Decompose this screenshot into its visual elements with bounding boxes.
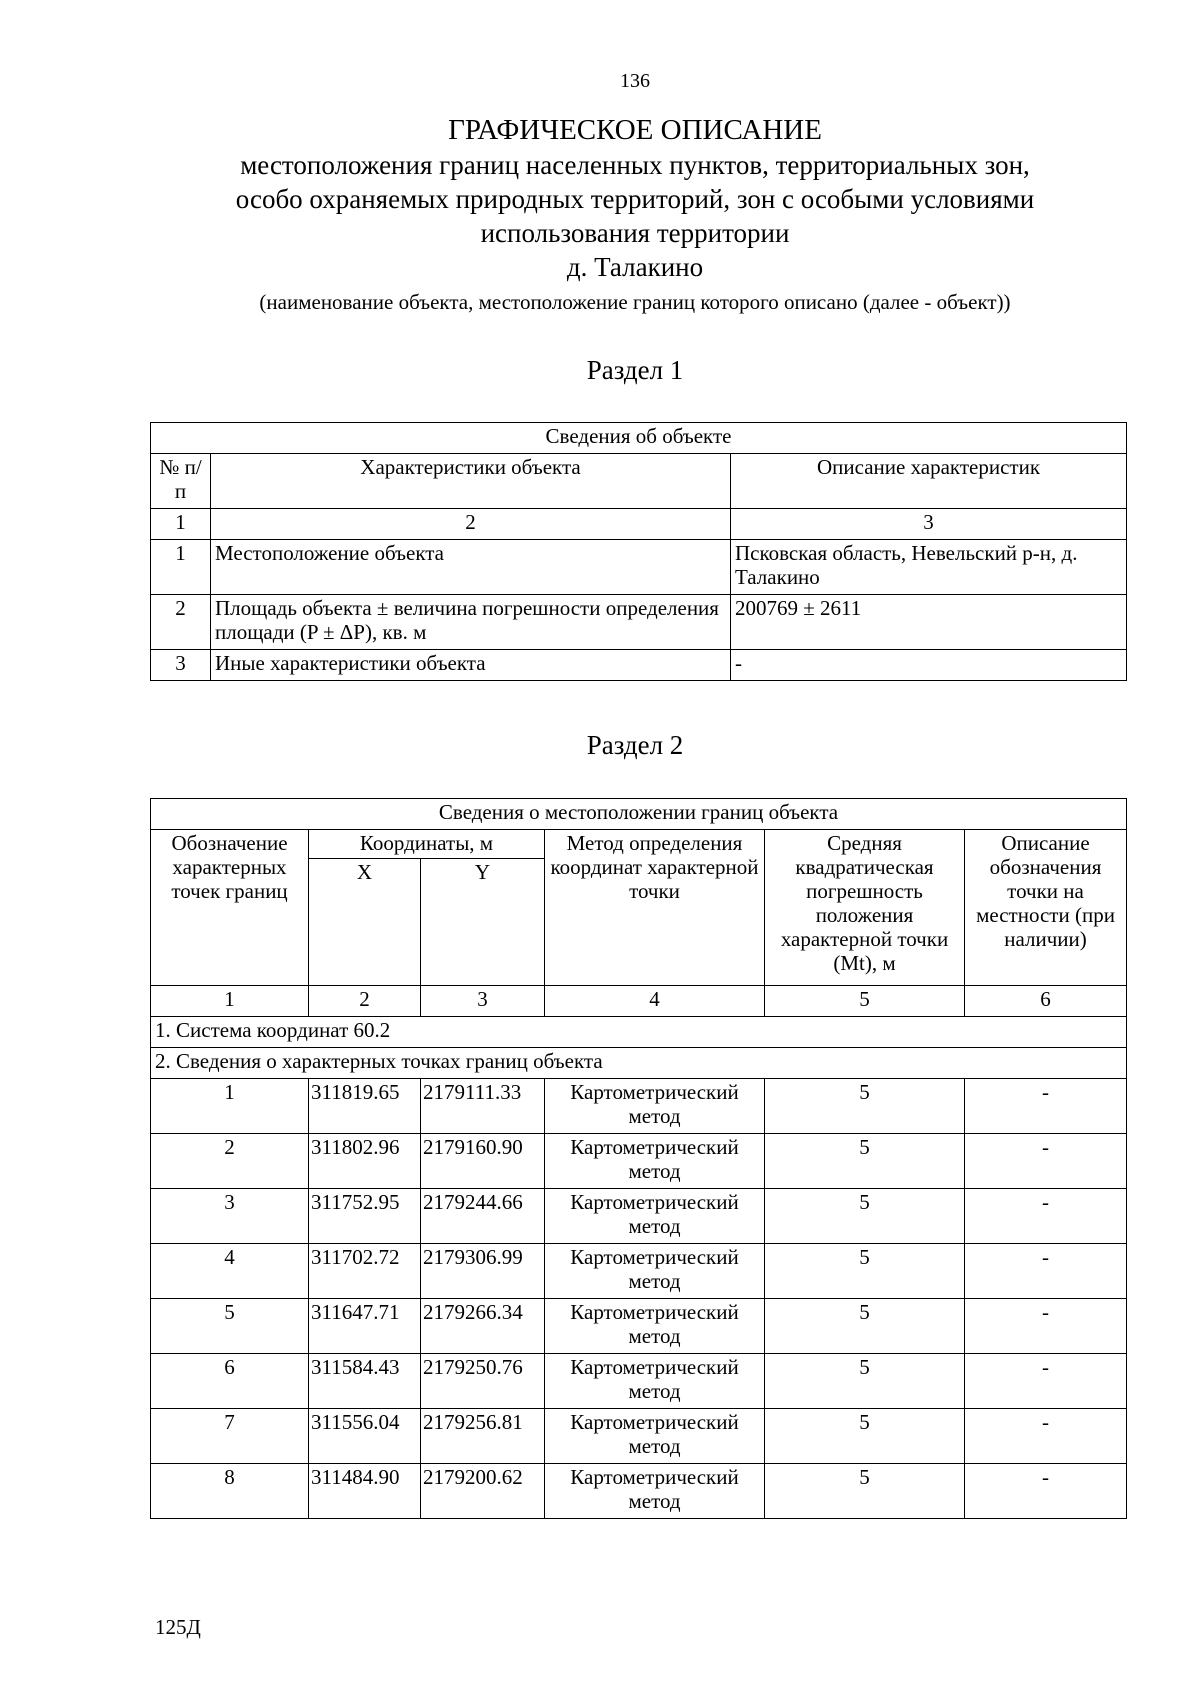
object-caption: (наименование объекта, местоположение границ которого описано (далее - объект))	[259, 290, 1011, 314]
point-x: 311802.96	[309, 1134, 421, 1189]
column-index: 2	[309, 986, 421, 1017]
column-index: 3	[421, 986, 545, 1017]
point-method: Картометрический метод	[545, 1409, 765, 1464]
point-method: Картометрический метод	[545, 1354, 765, 1409]
column-index: 2	[211, 509, 731, 540]
column-header-x: X	[309, 859, 421, 986]
table-row	[151, 1409, 1127, 1464]
object-info-caption: Сведения об объекте	[151, 423, 1127, 454]
table-row	[151, 1354, 1127, 1409]
row-number: 2	[151, 595, 211, 650]
point-id: 5	[151, 1299, 309, 1354]
point-error: 5	[765, 1464, 965, 1519]
table-row	[151, 540, 1127, 595]
point-id: 2	[151, 1134, 309, 1189]
point-error: 5	[765, 1244, 965, 1299]
point-x: 311752.95	[309, 1189, 421, 1244]
column-index: 4	[545, 986, 765, 1017]
point-x: 311647.71	[309, 1299, 421, 1354]
point-y: 2179250.76	[421, 1354, 545, 1409]
column-index: 3	[731, 509, 1127, 540]
point-description: -	[965, 1299, 1127, 1354]
boundary-table-caption: Сведения о местоположении границ объекта	[151, 799, 1127, 830]
characteristic-value: 200769 ± 2611	[731, 595, 1127, 650]
column-header-y: Y	[421, 859, 545, 986]
point-id: 4	[151, 1244, 309, 1299]
characteristic-name: Местоположение объекта	[211, 540, 731, 595]
point-x: 311702.72	[309, 1244, 421, 1299]
table-row	[151, 1464, 1127, 1519]
point-y: 2179306.99	[421, 1244, 545, 1299]
point-x: 311484.90	[309, 1464, 421, 1519]
document-subtitle-line-1: местоположения границ населенных пунктов, территориальных зон,	[240, 150, 1030, 180]
table-row	[151, 1134, 1127, 1189]
point-method: Картометрический метод	[545, 1079, 765, 1134]
coordinate-system: 1. Система координат 60.2	[151, 1017, 1127, 1048]
column-header-number: № п/п	[151, 454, 211, 509]
point-method: Картометрический метод	[545, 1244, 765, 1299]
boundary-points-table	[150, 798, 1127, 1519]
point-description: -	[965, 1134, 1127, 1189]
column-header-point-description: Описание обозначения точки на местности (при наличии)	[965, 830, 1127, 986]
document-subtitle-line-3: использования территории	[480, 218, 790, 248]
column-index: 5	[765, 986, 965, 1017]
column-index: 1	[151, 986, 309, 1017]
column-header-coordinates: Координаты, м	[309, 830, 545, 859]
point-id: 6	[151, 1354, 309, 1409]
point-y: 2179266.34	[421, 1299, 545, 1354]
point-y: 2179256.81	[421, 1409, 545, 1464]
row-number: 1	[151, 540, 211, 595]
points-caption: 2. Сведения о характерных точках границ объекта	[151, 1048, 1127, 1079]
row-number: 3	[151, 650, 211, 681]
point-error: 5	[765, 1354, 965, 1409]
point-description: -	[965, 1464, 1127, 1519]
point-y: 2179200.62	[421, 1464, 545, 1519]
point-error: 5	[765, 1409, 965, 1464]
page-number: 136	[620, 70, 650, 92]
point-id: 8	[151, 1464, 309, 1519]
characteristic-name: Площадь объекта ± величина погрешности определения площади (P ± ΔP), кв. м	[211, 595, 731, 650]
point-y: 2179244.66	[421, 1189, 545, 1244]
document-subtitle-line-2: особо охраняемых природных территорий, зон с особыми условиями	[235, 184, 1035, 214]
characteristic-value: -	[731, 650, 1127, 681]
column-index: 1	[151, 509, 211, 540]
table-row	[151, 595, 1127, 650]
point-method: Картометрический метод	[545, 1134, 765, 1189]
document-header	[150, 112, 1120, 316]
table-row	[151, 1244, 1127, 1299]
column-header-error: Средняя квадратическая погрешность положения характерной точки (Mt), м	[765, 830, 965, 986]
point-x: 311584.43	[309, 1354, 421, 1409]
point-error: 5	[765, 1134, 965, 1189]
point-x: 311556.04	[309, 1409, 421, 1464]
point-method: Картометрический метод	[545, 1189, 765, 1244]
point-id: 3	[151, 1189, 309, 1244]
point-error: 5	[765, 1189, 965, 1244]
table-row	[151, 650, 1127, 681]
characteristic-value: Псковская область, Невельский р-н, д. Талакино	[731, 540, 1127, 595]
column-index: 6	[965, 986, 1127, 1017]
point-method: Картометрический метод	[545, 1464, 765, 1519]
column-header-method: Метод определения координат характерной точки	[545, 830, 765, 986]
table-row	[151, 1189, 1127, 1244]
object-name: д. Талакино	[566, 252, 704, 282]
point-x: 311819.65	[309, 1079, 421, 1134]
point-description: -	[965, 1189, 1127, 1244]
point-description: -	[965, 1354, 1127, 1409]
point-id: 1	[151, 1079, 309, 1134]
point-id: 7	[151, 1409, 309, 1464]
point-description: -	[965, 1079, 1127, 1134]
column-header-description: Описание характеристик	[731, 454, 1127, 509]
table-row	[151, 1299, 1127, 1354]
point-description: -	[965, 1409, 1127, 1464]
object-info-table	[150, 422, 1127, 681]
footer-code: 125Д	[155, 1615, 201, 1639]
characteristic-name: Иные характеристики объекта	[211, 650, 731, 681]
column-header-point: Обозначение характерных точек границ	[151, 830, 309, 986]
point-method: Картометрический метод	[545, 1299, 765, 1354]
column-header-characteristic: Характеристики объекта	[211, 454, 731, 509]
point-y: 2179160.90	[421, 1134, 545, 1189]
document-title: ГРАФИЧЕСКОЕ ОПИСАНИЕ	[448, 114, 822, 146]
point-description: -	[965, 1244, 1127, 1299]
point-error: 5	[765, 1299, 965, 1354]
section-1-heading: Раздел 1	[586, 355, 684, 385]
table-row	[151, 1079, 1127, 1134]
point-error: 5	[765, 1079, 965, 1134]
section-2-heading: Раздел 2	[586, 730, 684, 760]
point-y: 2179111.33	[421, 1079, 545, 1134]
